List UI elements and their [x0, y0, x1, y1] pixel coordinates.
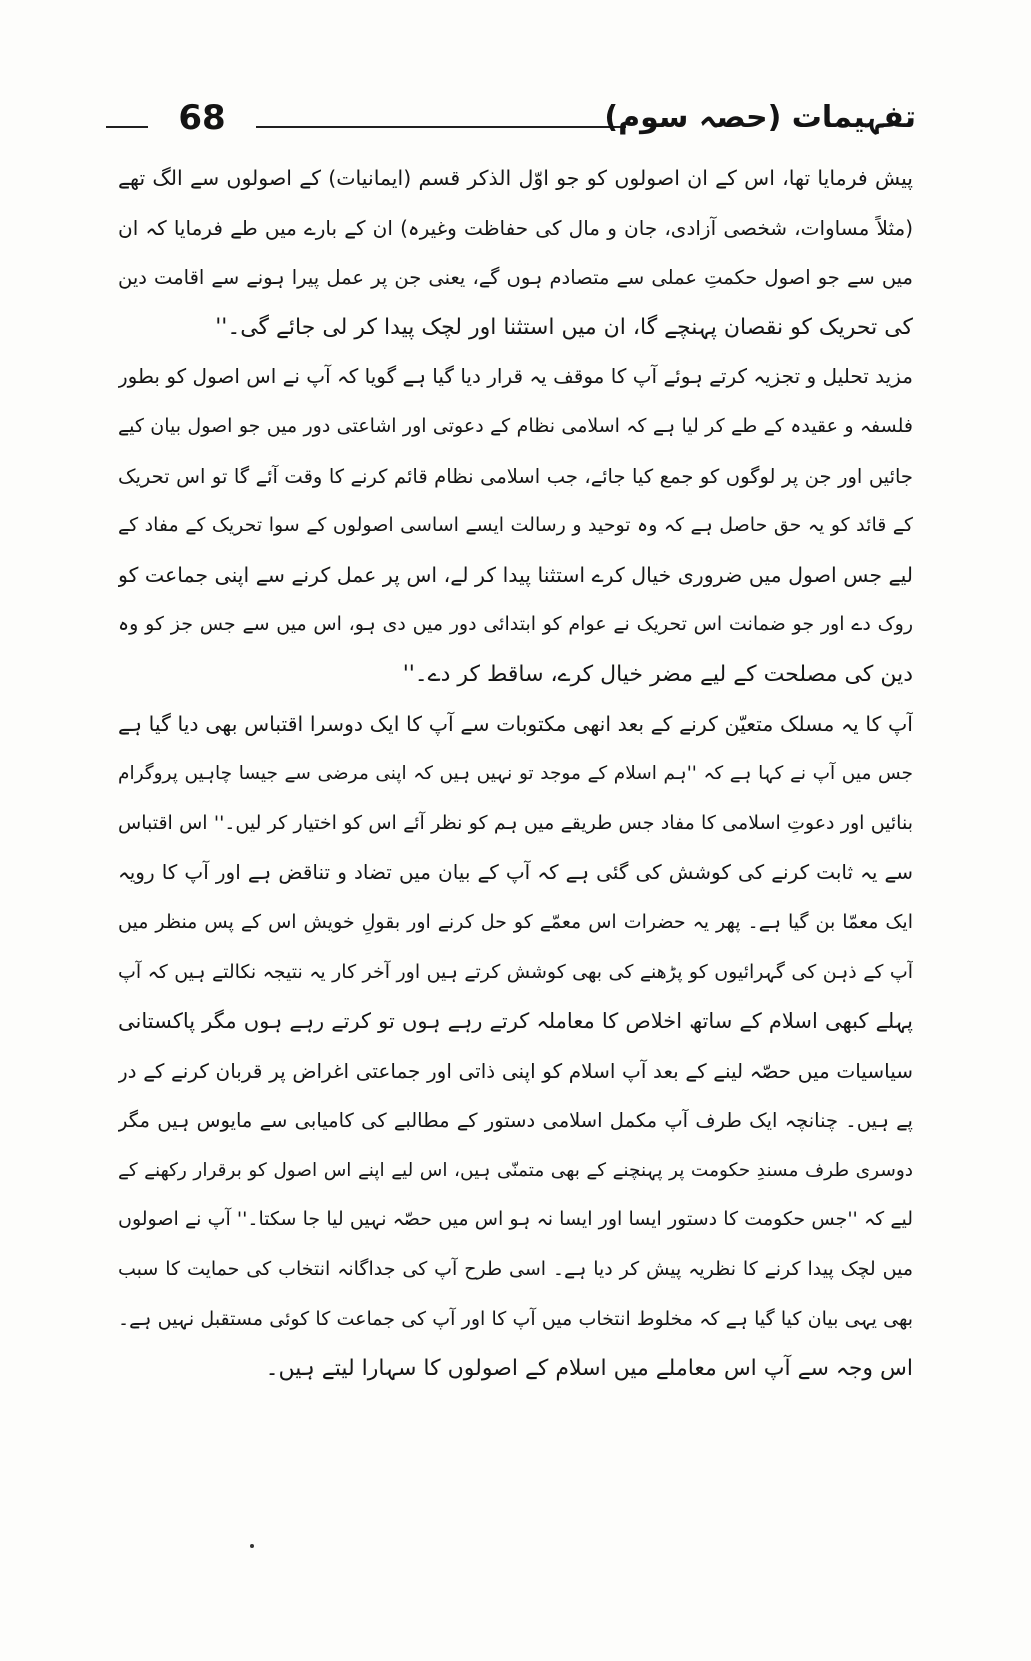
text-line: جس میں آپ نے کہا ہے کہ ''ہم اسلام کے موجد تو نہیں ہیں کہ اپنی مرضی سے جیسا چاہیں پروگرام — [118, 763, 913, 785]
text-line: کی تحریک کو نقصان پہنچے گا، ان میں استثنا اور لچک پیدا کر لی جائے گی۔'' — [215, 314, 913, 340]
text-line: آپ کا یہ مسلک متعیّن کرنے کے بعد انھی مکتوبات سے آپ کا ایک دوسرا اقتباس بھی دیا گیا ہے — [118, 711, 913, 736]
text-line: فلسفہ و عقیدہ کے طے کر لیا ہے کہ اسلامی نظام کے دعوتی اور اشاعتی دور میں جو اصول بیان کیے — [118, 414, 913, 437]
text-line: پہلے کبھی اسلام کے ساتھ اخلاص کا معاملہ کرتے رہے ہوں تو کرتے رہے ہوں مگر پاکستانی — [118, 1009, 913, 1034]
text-line: لیے جس اصول میں ضروری خیال کرے استثنا پیدا کر لے، اس پر عمل کرنے سے اپنی جماعت کو — [118, 562, 913, 587]
text-line: بنائیں اور دعوتِ اسلامی کا مفاد جس طریقے میں ہم کو نظر آئے اس کو اختیار کر لیں۔'' اس اقتباس — [118, 811, 913, 834]
text-line: سیاسیات میں حصّہ لینے کے بعد آپ اسلام کو اپنی ذاتی اور جماعتی اغراض پر قربان کرنے کے در — [118, 1058, 913, 1083]
page-number: 68 — [178, 98, 226, 138]
text-line: مزید تحلیل و تجزیہ کرتے ہوئے آپ کا موقف یہ قرار دیا گیا ہے گویا کہ آپ نے اس اصول کو بطور — [118, 364, 913, 389]
header-rule-middle — [256, 126, 626, 128]
text-line: کے قائد کو یہ حق حاصل ہے کہ وہ توحید و رسالت ایسے اساسی اصولوں کے سوا تحریک کے مفاد کے — [118, 514, 913, 537]
stray-dot — [250, 1544, 254, 1548]
text-line: اس وجہ سے آپ اس معاملے میں اسلام کے اصولوں کا سہارا لیتے ہیں۔ — [265, 1356, 913, 1382]
text-line: بھی یہی بیان کیا گیا ہے کہ مخلوط انتخاب میں آپ کا اور آپ کی جماعت کا کوئی مستقبل نہیں ہے۔ — [118, 1307, 913, 1330]
text-line: میں سے جو اصول حکمتِ عملی سے متصادم ہوں گے، یعنی جن پر عمل پیرا ہونے سے اقامت دین — [118, 266, 913, 290]
text-line: دوسری طرف مسندِ حکومت پر پہنچنے کے بھی متمنّی ہیں، اس لیے اپنے اس اصول کو برقرار رکھنے کے — [118, 1159, 913, 1181]
text-line: پے ہیں۔ چنانچہ ایک طرف آپ مکمل اسلامی دستور کے مطالبے کی کامیابی سے مایوس ہیں مگر — [118, 1109, 913, 1133]
text-line: دین کی مصلحت کے لیے مضر خیال کرے، ساقط کر دے۔'' — [402, 661, 913, 687]
body-text — [118, 154, 913, 1544]
text-line: جائیں اور جن پر لوگوں کو جمع کیا جائے، جب اسلامی نظام قائم کرنے کا وقت آئے گا تو اس تحریک — [118, 464, 913, 488]
text-line: میں لچک پیدا کرنے کا نظریہ پیش کر دیا ہے۔ اسی طرح آپ کی جداگانہ انتخاب کی حمایت کا سبب — [118, 1258, 913, 1281]
page-header — [106, 92, 916, 150]
text-line: (مثلاً مساوات، شخصی آزادی، جان و مال کی حفاظت وغیرہ) ان کے بارے میں طے فرمایا کہ ان — [118, 215, 913, 240]
text-line: ایک معمّا بن گیا ہے۔ پھر یہ حضرات اس معمّے کو حل کرنے اور بقولِ خویش اس کے پس منظر میں — [118, 910, 913, 933]
text-line: سے یہ ثابت کرنے کی کوشش کی گئی ہے کہ آپ کے بیان میں تضاد و تناقض ہے اور آپ کا رویہ — [118, 860, 913, 885]
text-line: روک دے اور جو ضمانت اس تحریک نے عوام کو ابتدائی دور میں دی ہو، اس میں سے جس جز کو وہ — [118, 613, 913, 636]
text-line: پیش فرمایا تھا، اس کے ان اصولوں کو جو اوّل الذکر قسم (ایمانیات) کے اصولوں سے الگ تھے — [118, 166, 913, 190]
header-rule-left — [106, 126, 148, 128]
text-line: لیے کہ ''جس حکومت کا دستور ایسا اور ایسا نہ ہو اس میں حصّہ نہیں لیا جا سکتا۔'' آپ نے اصولوں — [118, 1208, 913, 1231]
running-title: تفہیمات (حصہ سوم) — [604, 100, 916, 135]
text-line: آپ کے ذہن کی گہرائیوں کو پڑھنے کی بھی کوشش کرتے ہیں اور آخر کار یہ نتیجہ نکالتے ہیں کہ آپ — [118, 960, 913, 983]
